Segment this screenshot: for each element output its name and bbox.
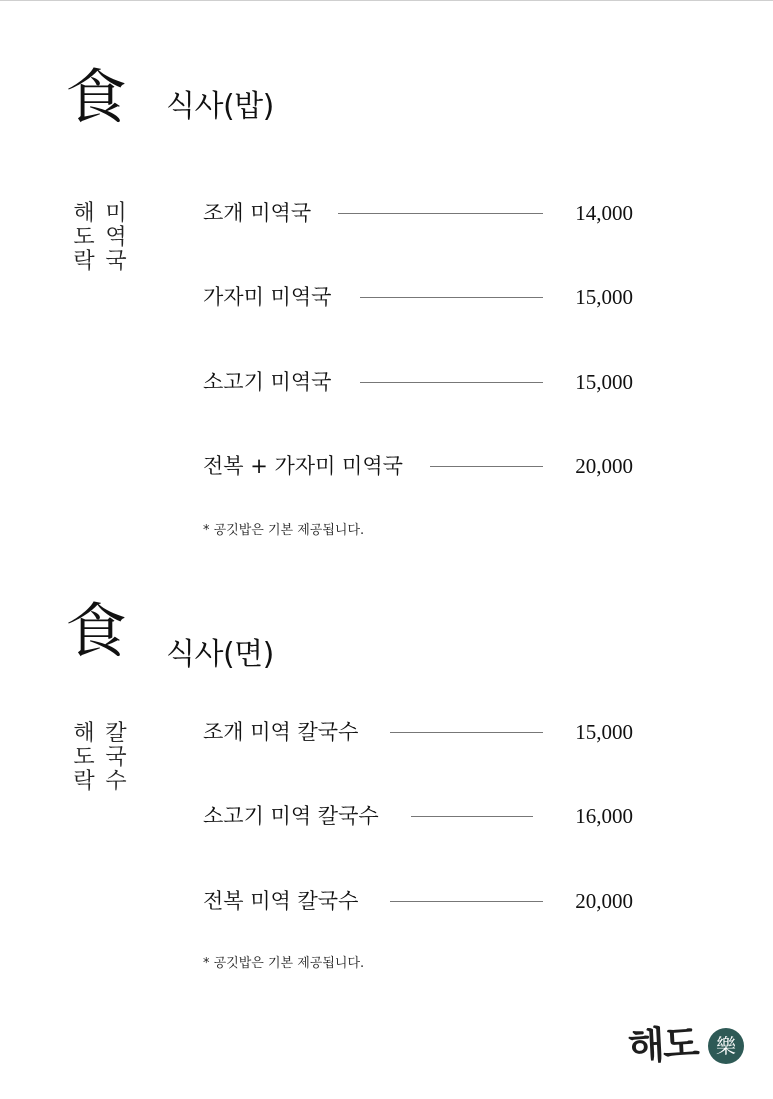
side-label-char: 해 <box>73 201 95 226</box>
side-label-char: 락 <box>73 249 95 274</box>
side-label-char: 락 <box>73 769 95 794</box>
menu-item <box>203 367 633 397</box>
menu-item <box>203 717 633 747</box>
menu-item <box>203 886 633 916</box>
dotted-leader <box>411 816 533 817</box>
side-label-char: 해 <box>73 721 95 746</box>
dotted-leader <box>360 297 543 298</box>
brand-logo-text: 해도 <box>626 1021 699 1069</box>
menu-item-price: 15,000 <box>575 285 633 309</box>
menu-item-name: 조개 미역국 <box>203 201 312 225</box>
menu-item-price: 15,000 <box>575 370 633 394</box>
side-label-col-1 <box>72 722 96 794</box>
dotted-leader <box>390 901 543 902</box>
footnote: * 공깃밥은 기본 제공됩니다. <box>203 956 365 971</box>
side-label-col-2 <box>104 722 128 794</box>
side-label-col-1 <box>72 202 96 274</box>
menu-item <box>203 198 633 228</box>
menu-item <box>203 282 633 312</box>
side-label-char: 수 <box>105 769 127 794</box>
menu-item-name: 전복 미역 칼국수 <box>203 889 359 913</box>
menu-item-price: 15,000 <box>575 720 633 744</box>
side-label-char: 국 <box>105 745 127 770</box>
menu-item-price: 16,000 <box>575 804 633 828</box>
side-label-char: 도 <box>73 745 95 770</box>
section-glyph: 食 <box>65 63 127 133</box>
menu-item <box>203 801 633 831</box>
menu-item-name: 소고기 미역 칼국수 <box>203 804 379 828</box>
side-label <box>72 722 128 794</box>
footnote: * 공깃밥은 기본 제공됩니다. <box>203 523 365 538</box>
menu-item-name: 소고기 미역국 <box>203 370 332 394</box>
menu-item <box>203 451 633 481</box>
menu-item-price: 20,000 <box>575 889 633 913</box>
menu-item-name: 전복 + 가자미 미역국 <box>203 454 403 478</box>
side-label-char: 칼 <box>105 721 127 746</box>
brand-seal-icon: 樂 <box>708 1028 744 1064</box>
menu-item-name: 가자미 미역국 <box>203 285 332 309</box>
dotted-leader <box>338 213 543 214</box>
dotted-leader <box>430 466 543 467</box>
side-label-char: 도 <box>73 225 95 250</box>
top-divider <box>0 0 773 1</box>
side-label-char: 국 <box>105 249 127 274</box>
brand-logo <box>628 1020 748 1070</box>
menu-item-price: 20,000 <box>575 454 633 478</box>
section-title: 식사(밥) <box>166 89 274 124</box>
menu-item-price: 14,000 <box>575 201 633 225</box>
dotted-leader <box>390 732 543 733</box>
side-label-col-2 <box>104 202 128 274</box>
section-title: 식사(면) <box>166 637 274 672</box>
side-label-char: 역 <box>105 225 127 250</box>
side-label-char: 미 <box>105 201 127 226</box>
side-label <box>72 202 128 274</box>
dotted-leader <box>360 382 543 383</box>
section-glyph: 食 <box>65 597 127 667</box>
menu-item-name: 조개 미역 칼국수 <box>203 720 359 744</box>
